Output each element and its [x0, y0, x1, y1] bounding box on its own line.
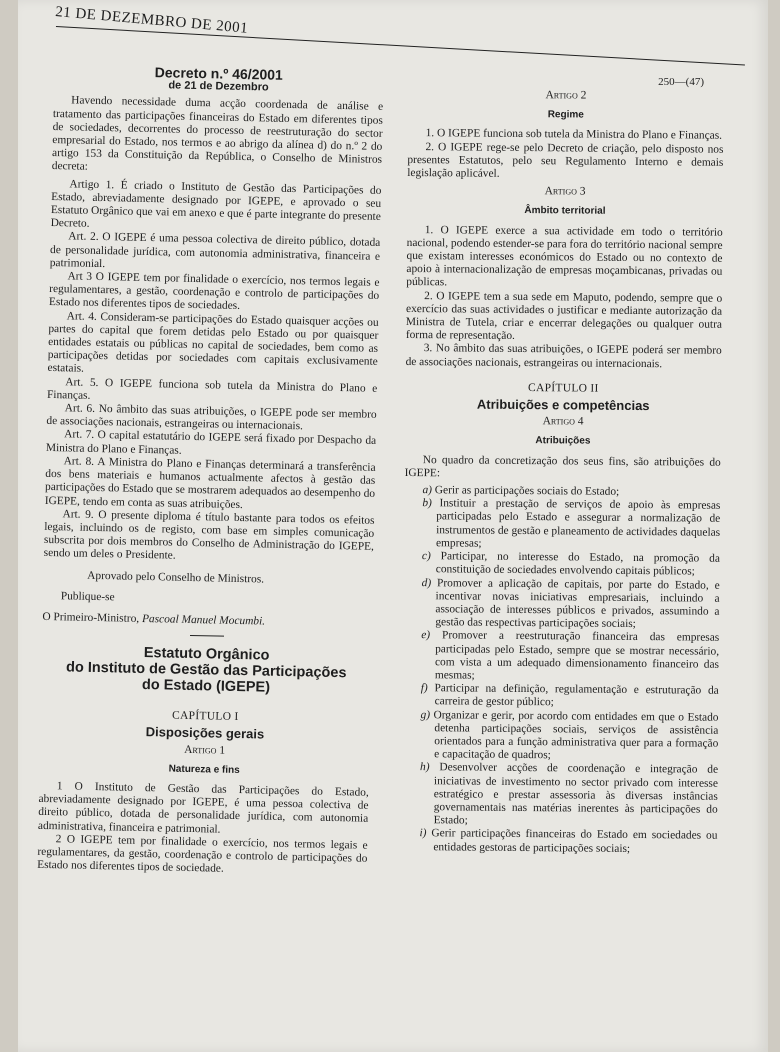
- article-paragraph: 1 O Instituto de Gestão das Participações do Estado, abreviadamente designado por IGEPE, é uma pessoa colectiva de direito público, dotada de personalidade jurídica, com autonomia administrativa, financeira e patrimonial.: [37, 780, 369, 836]
- article-label: Artigo 1: [184, 743, 226, 757]
- article-paragraph: 2. O IGEPE tem a sua sede em Maputo, podendo, sempre que o exercício das suas actividades o justificar e mediante autorização da Ministra de Tutela, criar e encerrar delegações ou qualquer outra forma de representação.: [405, 289, 723, 343]
- attribution-item: [404, 497, 720, 553]
- article-title: Regime: [547, 109, 584, 121]
- approval-note: Aprovado pelo Conselho de Ministros.: [87, 569, 265, 586]
- attribution-item: [402, 709, 718, 765]
- item-letter: g): [420, 708, 431, 721]
- statute-title-line-1: Estatuto Orgânico: [143, 645, 270, 664]
- attribution-item: [403, 629, 719, 685]
- decree-article: Art. 4. Consideram-se participações do Estado quaisquer acções ou partes do capital que forem detidas pelo Estado ou por quaisquer entidades estatais ou públicas no capital de sociedades, bem como as participações detidas por sociedades com capitais exclusivamente estatais.: [47, 309, 379, 376]
- attributions-list: [401, 484, 720, 856]
- article-title: Âmbito territorial: [524, 205, 606, 218]
- article-label: Artigo 4: [542, 415, 584, 428]
- article-paragraph: 1. O IGEPE exerce a sua actividade em todo o território nacional, podendo estender-se para fora do território nacional sempre que existam interesses económicos do Estado ou no contexto de apoio à internacionalização de empresas moçambicanas, privadas ou públicas.: [406, 223, 723, 289]
- statute-title-line-2: do Instituto de Gestão das Participações: [65, 659, 347, 682]
- item-letter: f): [420, 682, 428, 695]
- item-letter: a): [422, 484, 433, 497]
- item-text: Instituir a prestação de serviços de apoio às empresas participadas pelo Estado e assegurar a normalização de instrumentos de gestão e planeamento de actividades daquelas empresas;: [431, 497, 721, 550]
- header-date: 21 DE DEZEMBRO DE 2001: [54, 4, 249, 37]
- item-text: Promover a reestruturação financeira das empresas participadas pelo Estado, sempre que se mostrar necessário, com vista a um adequado dimensionamento financeiro das mesmas;: [430, 629, 720, 682]
- attribution-item: [402, 761, 719, 830]
- article-label: Artigo 2: [545, 89, 587, 102]
- decree-article: Art. 8. A Ministra do Plano e Finanças determinará a transferência dos bens materiais e humanos actualmente afectos à gestão das participações do Estado que se mostrarem adequados ao desempenho do IGEPE, tendo em conta as suas atribuições.: [44, 455, 376, 511]
- article-paragraph: 3. No âmbito das suas atribuições, o IGEPE poderá ser membro de associações nacionais, estrangeiras ou internacionais.: [405, 342, 722, 370]
- attribution-item: [403, 576, 719, 632]
- page-number: 250—(47): [658, 76, 704, 88]
- item-letter: i): [419, 827, 427, 840]
- chapter-heading: CAPÍTULO I: [171, 709, 239, 724]
- item-text: Gerir participações financeiras do Estado em sociedades ou entidades gestoras de participações sociais;: [426, 827, 718, 855]
- item-letter: c): [421, 550, 431, 563]
- article-paragraph: 2. O IGEPE rege-se pelo Decreto de criação, pelo disposto nos presentes Estatutos, pelo seu Regulamento Interno e demais legislação aplicável.: [407, 140, 724, 180]
- item-text: Participar, no interesse do Estado, na promoção da constituição de sociedades envolvendo capitais públicos;: [430, 550, 720, 578]
- signature-name: Pascoal Manuel Mocumbi.: [141, 612, 266, 628]
- decree-article: Art 3 O IGEPE tem por finalidade o exercício, nos termos legais e regulamentares, a gestão, coordenação e controlo de participações do Estado nos diferentes tipos de sociedades.: [48, 270, 380, 313]
- item-letter: b): [422, 497, 432, 510]
- left-column: [37, 62, 384, 879]
- header-rule: [56, 26, 745, 66]
- chapter-title: Disposições gerais: [145, 724, 265, 742]
- decree-article: Art. 5. O IGEPE funciona sob tutela da Ministra do Plano e Finanças.: [46, 375, 378, 402]
- decree-article: Art. 9. O presente diploma é título bastante para todos os efeitos legais, incluindo os de registo, com base em simples comunicação subscrita por dois membros do Conselho de Administração do IGEPE, sendo um deles o Presidente.: [43, 507, 375, 562]
- decree-article: Art. 6. No âmbito das suas atribuições, o IGEPE pode ser membro de associações nacionais, estrangeiras ou internacionais.: [46, 402, 377, 433]
- item-text: Desenvolver acções de coordenação e integração de iniciativas de investimento no sector privado com interesse estratégico e prestar assessoria às diversas instâncias governamentais nas matérias inerentes às participações do Estado;: [429, 761, 719, 827]
- chapter-heading: CAPÍTULO II: [527, 381, 599, 395]
- chapter-title: Atribuições e competências: [476, 396, 650, 414]
- item-text: Promover a aplicação de capitais, por parte do Estado, e incentivar novas iniciativas empresariais, incluindo a associação de interesses públicos e privados, assumindo a gestão das respectivas participações sociais;: [431, 576, 720, 631]
- item-text: Organizar e gerir, por acordo com entidades em que o Estado detenha participações sociais, serviços de assistência orientados para a função administrativa quer para a formação e capacitação de quadros;: [429, 708, 719, 762]
- article-paragraph: 2 O IGEPE tem por finalidade o exercício, nos termos legais e regulamentares, da gestão, coordenação e controlo de participações do Estado nos diferentes tipos de sociedade.: [37, 832, 368, 875]
- decree-title: Decreto n.º 46/2001: [154, 64, 283, 83]
- attribution-item: [404, 550, 720, 579]
- item-text: Participar na definição, regulamentação e estruturação da carreira de gestor público;: [427, 682, 719, 709]
- signature-prefix: O Primeiro-Ministro,: [42, 610, 143, 625]
- gazette-page: [18, 0, 768, 1052]
- decree-article: Artigo 1. É criado o Instituto de Gestão das Participações do Estado, abreviadamente designado por IGEPE, e aprovado o seu Estatuto Orgânico que vai em anexo e que é parte integrante do presente Decreto.: [50, 177, 382, 231]
- item-letter: e): [421, 629, 431, 642]
- decree-article: Art. 7. O capital estatutário do IGEPE será fixado por Despacho da Ministra do Plano e Finanças.: [45, 428, 377, 457]
- article-paragraph: 1. O IGEPE funciona sob tutela da Ministra do Plano e Finanças.: [425, 127, 723, 143]
- article-title: Atribuições: [535, 435, 591, 448]
- preamble: Havendo necessidade duma acção coordenada de análise e tratamento das participações financeiras do Estado em diferentes tipos de sociedades, decorrentes do processo de reestruturação do sector empresarial do Estado, nos termos e ao abrigo da alínea d) do n.º 2 do artigo 153 da Constituição da República, o Conselho de Ministros decreta:: [51, 94, 384, 174]
- attribution-item: [401, 827, 717, 856]
- article-label: Artigo 3: [544, 185, 586, 198]
- item-text: Gerir as participações sociais do Estado;: [431, 484, 620, 498]
- decree-date: de 21 de Dezembro: [168, 79, 269, 94]
- article-intro: No quadro da concretização dos seus fins, são atribuições do IGEPE:: [404, 453, 721, 480]
- item-letter: h): [420, 761, 430, 774]
- right-column: [401, 88, 724, 856]
- article-title: Natureza e fins: [168, 763, 240, 776]
- statute-title-line-3: do Estado (IGEPE): [141, 677, 271, 696]
- publish-note: Publique-se: [60, 589, 115, 604]
- attribution-item: [403, 682, 719, 711]
- item-letter: d): [421, 576, 432, 589]
- section-divider: [190, 635, 224, 637]
- decree-article: Art. 2. O IGEPE é uma pessoa colectiva de direito público, dotada de personalidade jurídica, com autonomia administrativa, financeira e patrimonial.: [49, 230, 381, 270]
